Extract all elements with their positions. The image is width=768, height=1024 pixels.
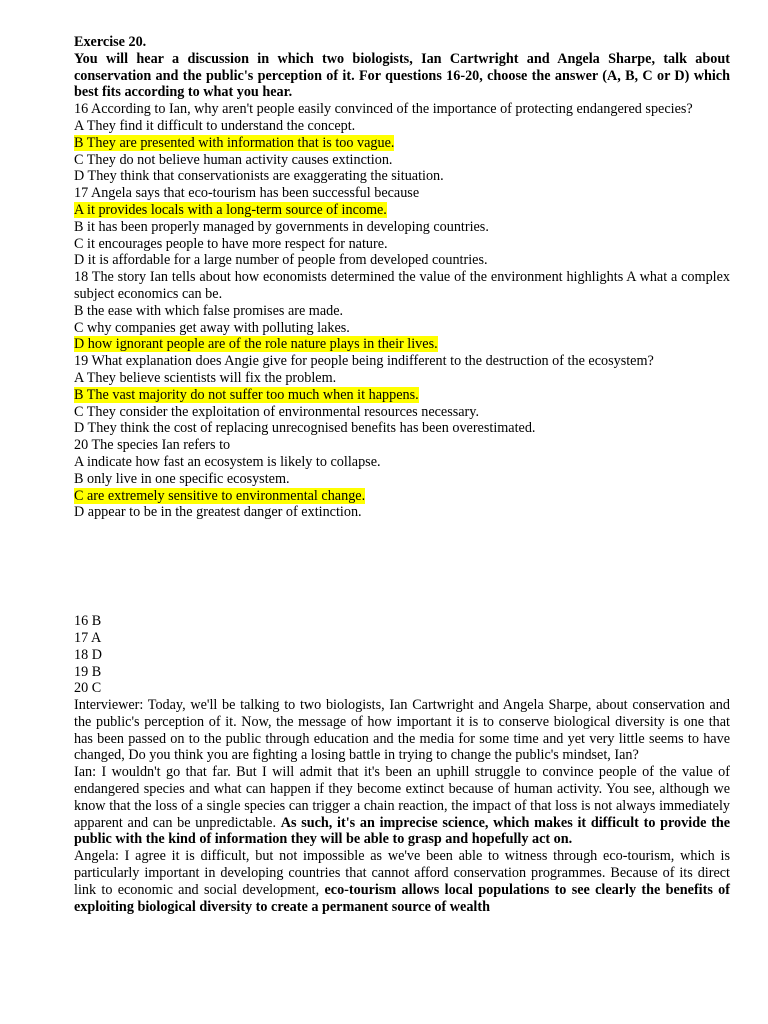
- transcript-interviewer: Interviewer: Today, we'll be talking to two biologists, Ian Cartwright and Angela Sharpe, about conservation and the public's perception of it. Now, the message of how important it is to conserve biological diversity is one that has been passed on to the public through education and the media for some time and yet very little seems to have changed, Do you think you are fighting a losing battle in trying to change the public's mindset, Ian?: [74, 697, 730, 764]
- question-19: 19 What explanation does Angie give for people being indifferent to the destruction of the ecosystem?: [74, 353, 654, 370]
- answer-20: 20 C: [74, 680, 102, 697]
- q18-option-d: [74, 336, 730, 353]
- transcript-angela: Angela: I agree it is difficult, but not impossible as we've been able to witness through eco-tourism, which is particularly important in developing countries that cannot afford conservation programmes. Because of its direct link to economic and social development, eco-tourism allows local populations to see clearly the benefits of exploiting biological diversity to create a permanent source of wealth: [74, 848, 730, 915]
- q16-option-a: A They find it difficult to understand the concept.: [74, 117, 356, 134]
- q19-option-b: [74, 387, 730, 404]
- q20-option-c: [74, 488, 730, 505]
- q18-option-b: B the ease with which false promises are made.: [74, 302, 344, 319]
- highlighted-answer: B They are presented with information that is too vague.: [74, 134, 395, 151]
- question-16: 16 According to Ian, why aren't people easily convinced of the importance of protecting endangered species?: [74, 101, 693, 118]
- q19-option-d: D They think the cost of replacing unrecognised benefits has been overestimated.: [74, 420, 536, 437]
- exercise-title: Exercise 20.: [74, 34, 147, 50]
- answer-19: 19 B: [74, 663, 102, 680]
- highlighted-answer: A it provides locals with a long-term source of income.: [74, 201, 387, 218]
- q19-option-c: C They consider the exploitation of environmental resources necessary.: [74, 403, 480, 420]
- q19-option-a: A They believe scientists will fix the problem.: [74, 369, 337, 386]
- question-20: 20 The species Ian refers to: [74, 437, 231, 454]
- answer-16: 16 B: [74, 613, 102, 630]
- q16-option-b: [74, 135, 730, 152]
- answer-key: [74, 613, 730, 697]
- answer-18: 18 D: [74, 646, 102, 663]
- highlighted-answer: D how ignorant people are of the role nature plays in their lives.: [74, 336, 438, 353]
- highlighted-answer: C are extremely sensitive to environmental change.: [74, 487, 366, 504]
- exercise-instructions: You will hear a discussion in which two biologists, Ian Cartwright and Angela Sharpe, talk about conservation and the public's perception of it. For questions 16-20, choose the answer (A, B, C or D) which best fits according to what you hear.: [74, 50, 730, 101]
- key-phrase-bold: As such, it's an imprecise science, which makes it difficult to provide the public with the kind of information they will be able to grasp and hopefully act on.: [74, 814, 731, 848]
- q17-option-a: [74, 202, 730, 219]
- q18-option-c: C why companies get away with polluting lakes.: [74, 319, 350, 336]
- q16-option-c: C They do not believe human activity causes extinction.: [74, 151, 393, 168]
- question-18: 18 The story Ian tells about how economists determined the value of the environment highlights A what a complex subject economics can be.: [74, 269, 730, 302]
- q20-option-d: D appear to be in the greatest danger of extinction.: [74, 504, 362, 521]
- blank-space: [74, 521, 730, 613]
- question-17: 17 Angela says that eco-tourism has been successful because: [74, 185, 420, 202]
- document-page: [74, 34, 730, 915]
- q20-option-a: A indicate how fast an ecosystem is likely to collapse.: [74, 453, 381, 470]
- answer-17: 17 A: [74, 629, 102, 646]
- q17-option-b: B it has been properly managed by governments in developing countries.: [74, 218, 489, 235]
- q17-option-d: D it is affordable for a large number of people from developed countries.: [74, 252, 488, 269]
- q16-option-d: D They think that conservationists are exaggerating the situation.: [74, 168, 444, 185]
- q20-option-b: B only live in one specific ecosystem.: [74, 470, 290, 487]
- q17-option-c: C it encourages people to have more respect for nature.: [74, 235, 388, 252]
- key-phrase-bold: eco-tourism allows local populations to see clearly the benefits of exploiting biological diversity to create a permanent source of wealth: [74, 881, 730, 915]
- transcript-ian: Ian: I wouldn't go that far. But I will admit that it's been an uphill struggle to convince people of the value of endangered species and what can happen if they become extinct because of human activity. You see, although we know that the loss of a single species can trigger a chain reaction, the impact of that loss is not always immediately apparent and can be unpredictable. As such, it's an imprecise science, which makes it difficult to provide the public with the kind of information they will be able to grasp and hopefully act on.: [74, 764, 731, 848]
- highlighted-answer: B The vast majority do not suffer too much when it happens.: [74, 386, 419, 403]
